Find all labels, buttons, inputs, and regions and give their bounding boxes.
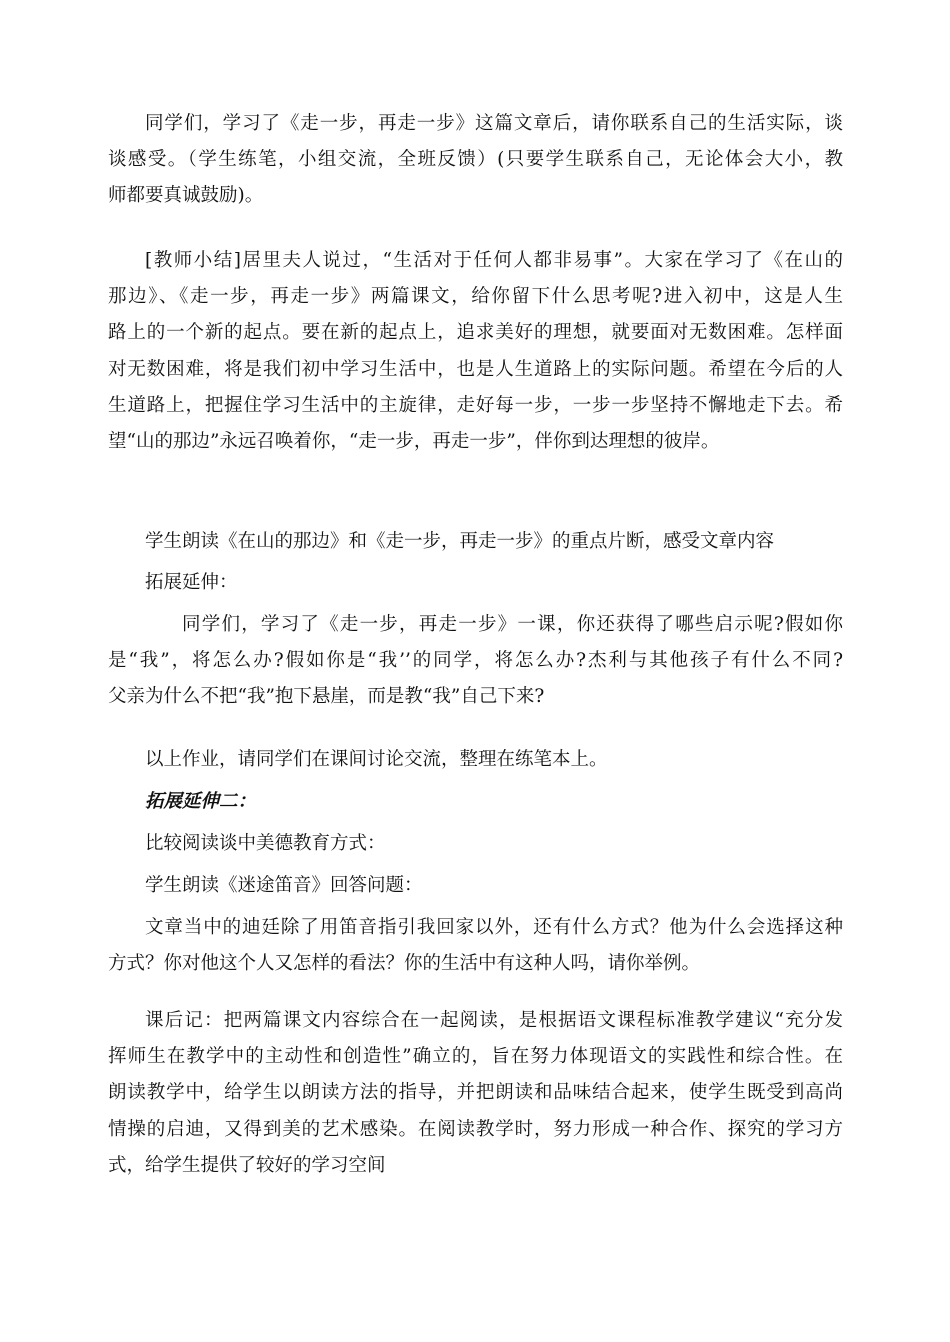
text-line: 路上的一个新的起点。要在新的起点上，追求美好的理想，就要面对无数困难。怎样面: [108, 322, 843, 344]
paragraph-compare-reading: [108, 826, 843, 862]
heading-extension: [108, 565, 843, 601]
paragraph-homework: [108, 742, 843, 778]
paragraph-reflection-prompt: [108, 106, 843, 215]
text-line: 学生朗读《在山的那边》和《走一步，再走一步》的重点片断，感受文章内容: [145, 531, 775, 552]
text-line: 生道路上，把握住学习生活中的主旋律，走好每一步，一步一步坚持不懈地走下去。希: [108, 394, 843, 416]
heading-extension-two: [108, 784, 843, 820]
text-line: 那边》、《走一步，再走一步》两篇课文，给你留下什么思考呢?进入初中，这是人生: [108, 286, 843, 308]
text-line: 拓展延伸二：: [145, 791, 257, 812]
text-line: 师都要真诚鼓励)。: [108, 185, 264, 207]
paragraph-student-reading: [108, 524, 843, 560]
text-line: 情操的启迪，又得到美的艺术感染。在阅读教学时，努力形成一种合作、探究的学习方: [108, 1118, 843, 1140]
text-line: 朗读教学中，给学生以朗读方法的指导，并把朗读和品味结合起来，使学生既受到高尚: [108, 1082, 843, 1104]
text-line: [教师小结]居里夫人说过，“生活对于任何人都非易事”。大家在学习了《在山的: [145, 250, 843, 271]
text-line: 比较阅读谈中美德教育方式：: [145, 833, 386, 854]
paragraph-teacher-summary: [108, 243, 843, 460]
text-line: 学生朗读《迷途笛音》回答问题：: [145, 875, 423, 896]
paragraph-afterword: [108, 1003, 843, 1184]
paragraph-extension-questions: [108, 607, 843, 716]
text-line: 父亲为什么不把“我”抱下悬崖，而是教“我”自己下来?: [108, 686, 545, 708]
text-line: 挥师生在教学中的主动性和创造性”确立的，旨在努力体现语文的实践性和综合性。在: [108, 1046, 843, 1068]
text-line: 拓展延伸：: [145, 572, 238, 593]
text-line: 同学们，学习了《走一步，再走一步》这篇文章后，请你联系自己的生活实际，谈: [145, 113, 843, 134]
text-line: 谈感受。（学生练笔，小组交流，全班反馈）(只要学生联系自己，无论体会大小，教: [108, 149, 843, 171]
paragraph-read-flute: [108, 868, 843, 904]
text-line: 以上作业，请同学们在课间讨论交流，整理在练笔本上。: [145, 749, 608, 770]
paragraph-flute-questions: [108, 910, 843, 982]
text-line: 同学们，学习了《走一步，再走一步》一课，你还获得了哪些启示呢?假如你: [182, 614, 843, 635]
text-line: 文章当中的迪廷除了用笛音指引我回家以外，还有什么方式？他为什么会选择这种: [145, 917, 843, 938]
text-line: 是“我”，将怎么办?假如你是“我’’的同学，将怎么办?杰利与其他孩子有什么不同?: [108, 650, 843, 672]
text-line: 式，给学生提供了较好的学习空间: [108, 1154, 386, 1176]
text-line: 对无数困难，将是我们初中学习生活中，也是人生道路上的实际问题。希望在今后的人: [108, 358, 843, 380]
text-line: 课后记：把两篇课文内容综合在一起阅读，是根据语文课程标准教学建议“充分发: [145, 1010, 843, 1031]
text-line: 望“山的那边”永远召唤着你，“走一步，再走一步”，伴你到达理想的彼岸。: [108, 431, 720, 453]
text-line: 方式？你对他这个人又怎样的看法？你的生活中有这种人吗，请你举例。: [108, 953, 701, 975]
